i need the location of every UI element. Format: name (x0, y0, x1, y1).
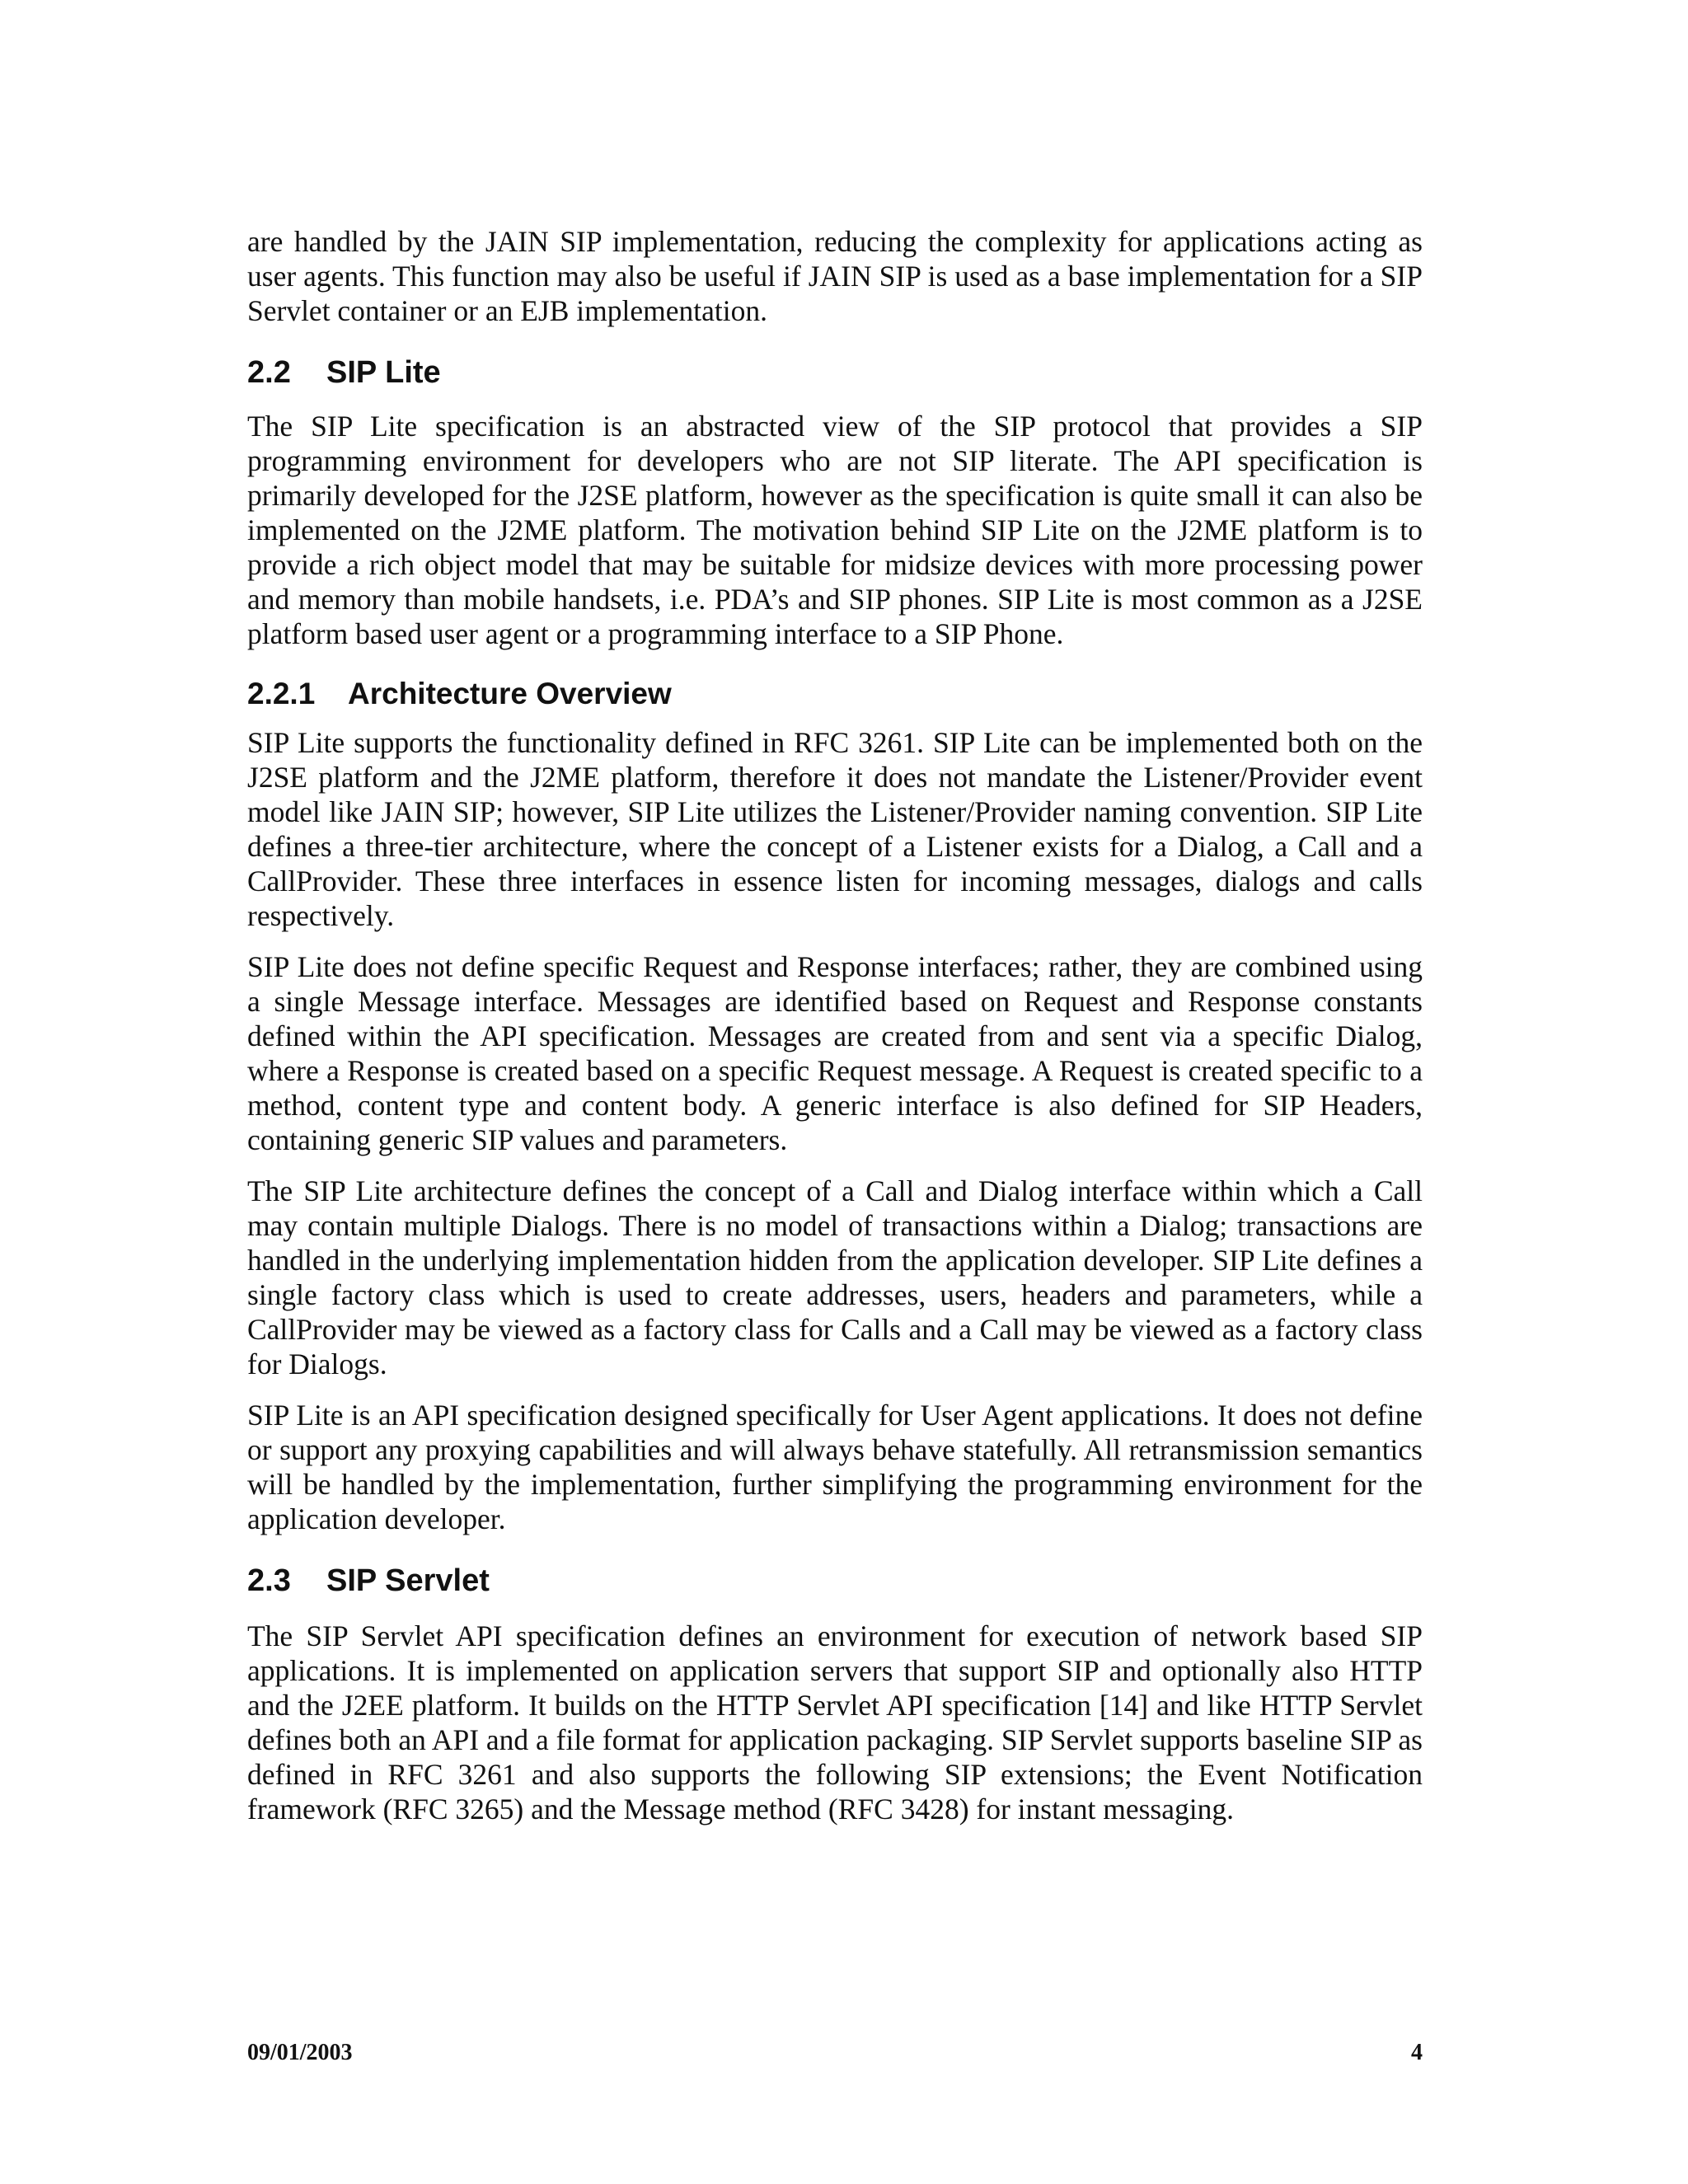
section-number: 2.3 (247, 1563, 291, 1598)
paragraph-sip-lite: The SIP Lite specification is an abstracted view of the SIP protocol that provides a SIP programming environment for developers who are not SIP literate. The API specification is primarily developed for the J2SE platform, however as the specification is quite small it can also be implemented on the J2ME platform. The motivation behind SIP Lite on the J2ME platform is to provide a rich object model that may be suitable for midsize devices with more processing power and memory than mobile handsets, i.e. PDA’s and SIP phones. SIP Lite is most common as a J2SE platform based user agent or a programming interface to a SIP Phone. (247, 410, 1423, 650)
paragraph-sip-servlet: The SIP Servlet API specification defines an environment for execution of network based SIP applications. It is implemented on application servers that support SIP and optionally also HTTP and the J2EE platform. It builds on the HTTP Servlet API specification [14] and like HTTP Servlet defines both an API and a file format for application packaging. SIP Servlet supports baseline SIP as defined in RFC 3261 and also supports the following SIP extensions; the Event Notification framework (RFC 3265) and the Message method (RFC 3428) for instant messaging. (247, 1619, 1423, 1825)
page-body (247, 224, 1423, 1826)
section-heading-2-2 (247, 353, 1423, 392)
section-heading-2-3 (247, 1561, 1423, 1601)
section-title: Architecture Overview (348, 677, 672, 710)
paragraph-architecture-4: SIP Lite is an API specification designed specifically for User Agent applications. It does not define or support any proxying capabilities and will always behave statefully. All retransmission semantics will be handled by the implementation, further simplifying the programming environment for the application developer. (247, 1399, 1423, 1535)
page-number: 4 (1411, 2040, 1423, 2065)
section-number: 2.2.1 (247, 677, 316, 710)
section-title: SIP Servlet (326, 1563, 490, 1598)
paragraph-architecture-2: SIP Lite does not define specific Request and Response interfaces; rather, they are combined using a single Message interface. Messages are identified based on Request and Response constants defined within the API specification. Messages are created from and sent via a specific Dialog, where a Response is created based on a specific Request message. A Request is created specific to a method, content type and content body. A generic interface is also defined for SIP Headers, containing generic SIP values and parameters. (247, 950, 1423, 1156)
section-heading-2-2-1 (247, 674, 1423, 714)
footer-date: 09/01/2003 (247, 2040, 353, 2065)
paragraph-architecture-1: SIP Lite supports the functionality defined in RFC 3261. SIP Lite can be implemented both on the J2SE platform and the J2ME platform, therefore it does not mandate the Listener/Provider event model like JAIN SIP; however, SIP Lite utilizes the Listener/Provider naming convention. SIP Lite defines a three-tier architecture, where the concept of a Listener exists for a Dialog, a Call and a CallProvider. These three interfaces in essence listen for incoming messages, dialogs and calls respectively. (247, 726, 1423, 932)
section-number: 2.2 (247, 355, 291, 390)
intro-paragraph: are handled by the JAIN SIP implementation, reducing the complexity for applications acting as user agents. This function may also be useful if JAIN SIP is used as a base implementation for a SIP Servlet container or an EJB implementation. (247, 225, 1423, 327)
section-title: SIP Lite (326, 355, 441, 390)
paragraph-architecture-3: The SIP Lite architecture defines the concept of a Call and Dialog interface within which a Call may contain multiple Dialogs. There is no model of transactions within a Dialog; transactions are handled in the underlying implementation hidden from the application developer. SIP Lite defines a single factory class which is used to create addresses, users, headers and parameters, while a CallProvider may be viewed as a factory class for Calls and a Call may be viewed as a factory class for Dialogs. (247, 1174, 1423, 1380)
